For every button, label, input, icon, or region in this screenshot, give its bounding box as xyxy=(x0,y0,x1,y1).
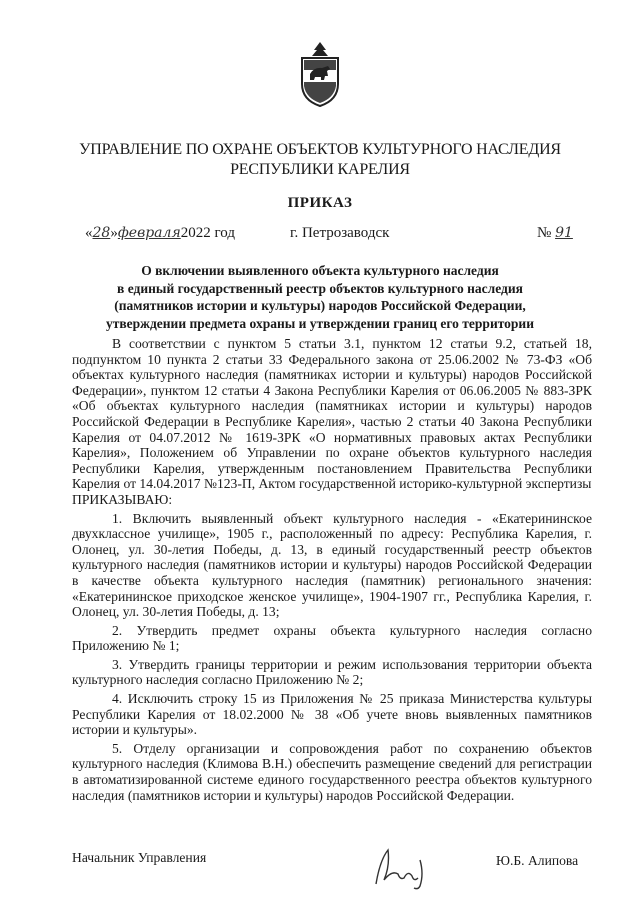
date-year: 2022 год xyxy=(180,225,235,241)
number-label: № xyxy=(537,225,552,241)
karelia-coat-of-arms-icon xyxy=(298,40,342,108)
date-quote-close: » xyxy=(110,225,118,241)
date-quote-open: « xyxy=(85,225,93,241)
date-day: 28 xyxy=(92,225,111,241)
order-word: ПРИКАЗЫВАЮ: xyxy=(72,491,173,507)
order-item: 2. Утвердить предмет охраны объекта культурного наследия согласно Приложению № 1; xyxy=(72,622,592,654)
number-value: 91 xyxy=(555,225,573,241)
order-item: 5. Отделу организации и сопровождения работ по сохранению объектов культурного наследия (Климова В.Н.) обеспечить размещение сведений для регистрации в автоматизированной системе единого государственного реестра объектов культурного наследия (памятников истории и культуры) народов Российской Федерации. xyxy=(72,740,592,803)
signatory-name: Ю.Б. Алипова xyxy=(496,853,579,868)
document-type-title: ПРИКАЗ xyxy=(287,195,353,211)
date-month: февраля xyxy=(117,225,181,241)
signatory-position: Начальник Управления xyxy=(72,850,207,865)
order-number xyxy=(537,225,573,242)
order-item: 3. Утвердить границы территории и режим использования территории объекта культурного наследия согласно Приложению № 2; xyxy=(72,656,592,688)
order-body xyxy=(72,336,592,803)
subject-line: (памятников истории и культуры) народов Российской Федерации, xyxy=(114,298,526,313)
organization-name-line1: УПРАВЛЕНИЕ ПО ОХРАНЕ ОБЪЕКТОВ КУЛЬТУРНОГО НАСЛЕДИЯ xyxy=(79,141,561,158)
order-subject xyxy=(60,262,580,332)
order-city: г. Петрозаводск xyxy=(290,225,390,241)
subject-line: утверждении предмета охраны и утверждении границ его территории xyxy=(106,315,534,331)
organization-name-line2: РЕСПУБЛИКИ КАРЕЛИЯ xyxy=(230,161,410,178)
subject-line: в единый государственный реестр объектов культурного наследия xyxy=(117,280,523,296)
order-item: 4. Исключить строку 15 из Приложения № 25 приказа Министерства культуры Республики Карелия от 18.02.2000 № 38 «Об учете вновь выявленных памятников истории и культуры». xyxy=(72,691,592,738)
order-item: 1. Включить выявленный объект культурного наследия - «Екатерининское двухклассное училище», 1905 г., расположенный по адресу: Республика Карелия, г. Олонец, ул. 30-летия Победы, д. 13, в единый государственный реестр объектов культурного наследия (памятников истории и культуры) народов Российской Федерации в качестве объекта культурного наследия (памятник) регионального значения: «Екатерининское приходское женское училище», 1904-1907 гг., Республика Карелия, г. Олонец, ул. 30-летия Победы, д. 13; xyxy=(72,510,592,620)
order-date xyxy=(85,225,235,242)
handwritten-signature xyxy=(370,840,440,892)
subject-line: О включении выявленного объекта культурного наследия xyxy=(141,263,499,278)
preamble-paragraph: В соответствии с пунктом 5 статьи 3.1, пунктом 12 статьи 9.2, статьей 18, подпунктом 10 пункта 2 статьи 33 Федерального закона от 25.06.2002 № 73-ФЗ «Об объектах культурного наследия (памятниках истории и культуры) народов Российской Федерации», пунктом 12 статьи 4 Закона Республики Карелия от 06.06.2005 № 883-ЗРК «Об объектах культурного наследия (памятниках истории и культуры) народов Российской Федерации в Республике Карелия», частью 2 статьи 40 Закона Республики Карелия от 04.07.2012 № 1619-ЗРК «О нормативных правовых актах Республики Карелия», Положением об Управлении по охране объектов культурного наследия Республики Карелия, утвержденным постановлением Правительства Республики Карелия от 14.04.2017 №123-П, Актом государственной историко-культурной экспертизы xyxy=(72,336,592,492)
